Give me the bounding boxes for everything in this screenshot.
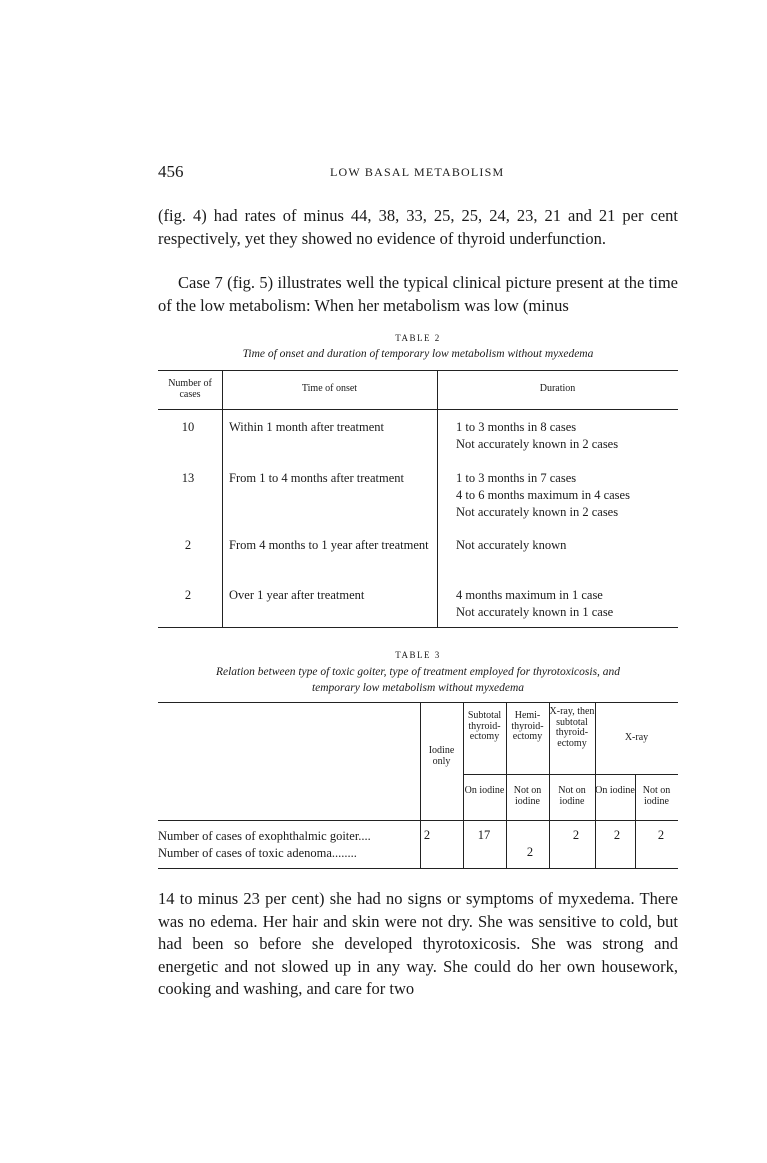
body-paragraph-2: Case 7 (fig. 5) illustrates well the typical clinical picture present at the time of the low metabolism: When her metabolism was low (minus: [158, 273, 678, 315]
table3-header-subtotal: Subtotal thyroid-ectomy: [467, 710, 502, 742]
running-head: LOW BASAL METABOLISM: [330, 165, 505, 179]
table2-cell-onset: Over 1 year after treatment: [229, 588, 365, 602]
table3-divider: [420, 702, 421, 868]
table3-cell-value: 2: [572, 828, 580, 842]
table2-header-rule: [158, 409, 678, 410]
table3-bottom-rule: [158, 868, 678, 869]
table3-row-label: Number of cases of toxic adenoma........: [158, 846, 357, 860]
table3-subheader-not-on-iodine: Not on iodine: [558, 785, 586, 807]
table3-label: TABLE 3: [395, 650, 441, 660]
body-paragraph-1: (fig. 4) had rates of minus 44, 38, 33, 25, 25, 24, 23, 21 and 21 per cent respectively, yet they showed no evidence of thyroid underfunction.: [158, 206, 678, 248]
table3-top-rule: [158, 702, 678, 703]
table3-cell-value: 2: [526, 845, 534, 859]
table2-header-number: Number of cases: [168, 378, 212, 400]
table2-divider-1: [222, 370, 223, 627]
table2-cell-duration: [456, 537, 676, 554]
table2: [158, 370, 678, 630]
table3-cell-value: 2: [423, 828, 431, 842]
table3-row-label: Number of cases of exophthalmic goiter....: [158, 829, 371, 843]
table2-duration-line: Not accurately known: [456, 538, 567, 552]
table2-cell-onset: Within 1 month after treatment: [229, 420, 385, 434]
table2-cell-duration: [456, 587, 676, 621]
table3-header-hemi: Hemi-thyroid-ectomy: [511, 710, 544, 742]
table2-duration-line: Not accurately known in 1 case: [456, 605, 614, 619]
table3: [158, 702, 678, 872]
table3-title-line-1: Relation between type of toxic goiter, type of treatment employed for thyrotoxicosis, and: [215, 666, 621, 678]
table3-sub-rule-1: [463, 774, 595, 775]
table3-subheader-on-iodine: On iodine: [464, 785, 505, 796]
table2-cell-number: 10: [181, 420, 195, 434]
page-header: [158, 162, 678, 184]
table2-duration-line: 4 to 6 months maximum in 4 cases: [456, 488, 630, 502]
table3-sub-rule-2: [595, 774, 678, 775]
table2-duration-line: 4 months maximum in 1 case: [456, 588, 603, 602]
table3-cell-value: 17: [477, 828, 491, 842]
table3-title-line-2: temporary low metabolism without myxedema: [311, 682, 525, 694]
table3-cell-value: 2: [613, 828, 621, 842]
table2-duration-line: Not accurately known in 2 cases: [456, 437, 619, 451]
table2-cell-number: 2: [184, 588, 192, 602]
table2-cell-duration: [456, 419, 676, 453]
page-number: 456: [158, 162, 184, 181]
table2-cell-number: 2: [184, 538, 192, 552]
table2-header-onset: Time of onset: [301, 383, 358, 394]
table2-label: TABLE 2: [395, 333, 441, 343]
table2-cell-number: 13: [181, 471, 195, 485]
table2-cell-duration: [456, 470, 676, 521]
table3-cell-value: 2: [657, 828, 665, 842]
table3-subheader-not-on-iodine: Not on iodine: [513, 785, 542, 807]
table2-bottom-rule: [158, 627, 678, 628]
table2-header-duration: Duration: [539, 383, 576, 394]
table3-header-rule: [158, 820, 678, 821]
body-paragraph-3: 14 to minus 23 per cent) she had no signs or symptoms of myxedema. There was no edema. Her hair and skin were not dry. She was sensitive to cold, but had been so before she developed thyrotoxicosis. She was strong and energetic and not slowed up in any way. She could do her own housework, cooking and washing, and care for two: [158, 889, 678, 998]
table2-duration-line: 1 to 3 months in 8 cases: [456, 420, 577, 434]
table2-duration-line: Not accurately known in 2 cases: [456, 505, 619, 519]
table2-divider-2: [437, 370, 438, 627]
table3-header-iodine-only: Iodine only: [428, 745, 455, 767]
table2-caption: [150, 333, 686, 362]
table3-caption: [150, 650, 686, 696]
table2-duration-line: 1 to 3 months in 7 cases: [456, 471, 577, 485]
table2-top-rule: [158, 370, 678, 371]
table3-subheader-not-on-iodine: Not on iodine: [642, 785, 671, 807]
table2-cell-onset: From 4 months to 1 year after treatment: [229, 538, 429, 552]
table2-title: Time of onset and duration of temporary low metabolism without myxedema: [242, 348, 594, 360]
table3-subheader-on-iodine: On iodine: [595, 785, 635, 796]
table3-header-xray-subtotal: X-ray, then subtotal thyroid-ectomy: [549, 706, 595, 749]
table2-cell-onset: From 1 to 4 months after treatment: [229, 471, 404, 485]
table3-header-xray: X-ray: [624, 732, 649, 743]
